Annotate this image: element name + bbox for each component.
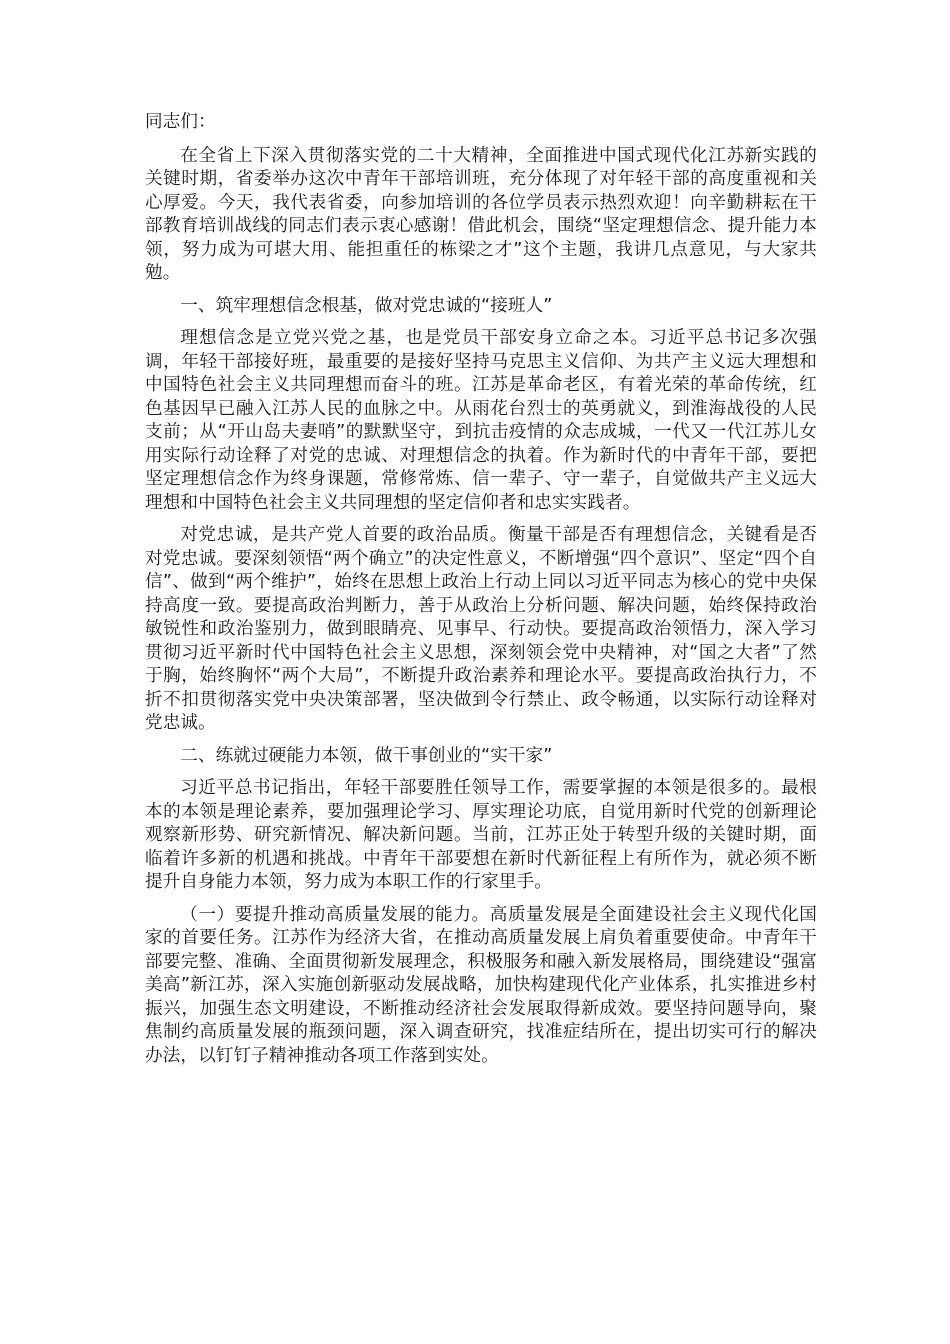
- paragraph-ideals: 理想信念是立党兴党之基，也是党员干部安身立命之本。习近平总书记多次强调，年轻干部接好班，最重要的是接好坚持马克思主义信仰、为共产主义远大理想和中国特色社会主义共同理想而奋斗的班。江苏是革命老区，有着光荣的革命传统，红色基因早已融入江苏人民的血脉之中。从雨花台烈士的英勇就义，到淮海战役的人民支前；从“开山岛夫妻哨”的默默坚守，到抗击疫情的众志成城，一代又一代江苏儿女用实际行动诠释了对党的忠诚、对理想信念的执着。作为新时代的中青年干部，要把坚定理想信念作为终身课题，常修常炼、信一辈子、守一辈子，自觉做共产主义远大理想和中国特色社会主义共同理想的坚定信仰者和忠实实践者。: [145, 328, 817, 513]
- paragraph-loyalty: 对党忠诚，是共产党人首要的政治品质。衡量干部是否有理想信念，关键看是否对党忠诚。要深刻领悟“两个确立”的决定性意义，不断增强“四个意识”、坚定“四个自信”、做到“两个维护”，始终在思想上政治上行动上同以习近平同志为核心的党中央保持高度一致。要提高政治判断力，善于从政治上分析问题、解决问题，始终保持政治敏锐性和政治鉴别力，做到眼睛亮、见事早、行动快。要提高政治领悟力，深入学习贯彻习近平新时代中国特色社会主义思想，深刻领会党中央精神，对“国之大者”了然于胸，始终胸怀“两个大局”，不断提升政治素养和理论水平。要提高政治执行力，不折不扣贯彻落实党中央决策部署，坚决做到令行禁止、政令畅通，以实际行动诠释对党忠诚。: [145, 525, 817, 733]
- paragraph-abilities: 习近平总书记指出，年轻干部要胜任领导工作，需要掌握的本领是很多的。最根本的本领是理论素养，要加强理论学习、厚实理论功底，自觉用新时代党的创新理论观察新形势、研究新情况、解决新问题。当前，江苏正处于转型升级的关键时期，面临着许多新的机遇和挑战。中青年干部要想在新时代新征程上有所作为，就必须不断提升自身能力本领，努力成为本职工作的行家里手。: [145, 778, 817, 892]
- document-body: [145, 111, 817, 1077]
- paragraph-high-quality-development: （一）要提升推动高质量发展的能力。高质量发展是全面建设社会主义现代化国家的首要任务。江苏作为经济大省，在推动高质量发展上肩负着重要使命。中青年干部要完整、准确、全面贯彻新发展理念，积极服务和融入新发展格局，围绕建设“强富美高”新江苏，深入实施创新驱动发展战略，加快构建现代化产业体系，扎实推进乡村振兴，加强生态文明建设，不断推动经济社会发展取得新成效。要坚持问题导向，聚焦制约高质量发展的瓶颈问题，深入调查研究，找准症结所在，提出切实可行的解决办法，以钉钉子精神推动各项工作落到实处。: [145, 904, 817, 1066]
- greeting: 同志们：: [145, 112, 216, 132]
- section-heading-1: 一、筑牢理想信念根基，做对党忠诚的“接班人”: [180, 295, 553, 316]
- section-heading-2: 二、练就过硬能力本领，做干事创业的“实干家”: [180, 745, 553, 766]
- paragraph-intro: 在全省上下深入贯彻落实党的二十大精神，全面推进中国式现代化江苏新实践的关键时期，省委举办这次中青年干部培训班，充分体现了对年轻干部的高度重视和关心厚爱。今天，我代表省委，向参加培训的各位学员表示热烈欢迎！向辛勤耕耘在干部教育培训战线的同志们表示衷心感谢！借此机会，围绕“坚定理想信念、提升能力本领，努力成为可堪大用、能担重任的栋梁之才”这个主题，我讲几点意见，与大家共勉。: [145, 145, 817, 283]
